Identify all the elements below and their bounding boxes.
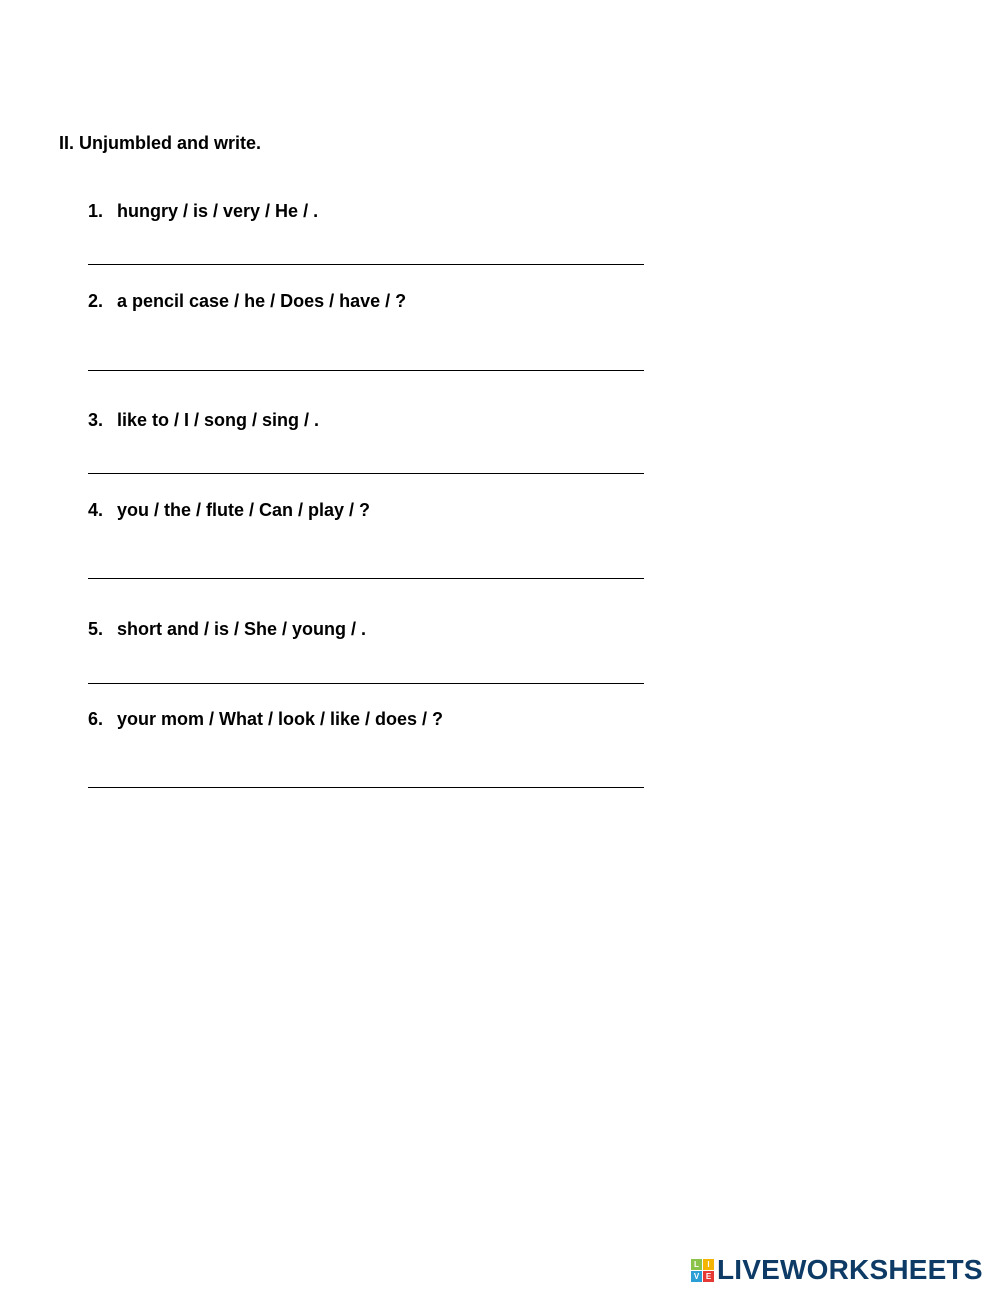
answer-line-1[interactable] [88, 264, 644, 265]
question-prompt: like to / I / song / sing / . [117, 410, 320, 430]
question-prompt: you / the / flute / Can / play / ? [117, 500, 371, 520]
question-number: 2. [88, 291, 104, 311]
logo-mark-letter: I [703, 1259, 714, 1270]
answer-line-4[interactable] [88, 578, 644, 579]
logo-mark-letter: E [703, 1271, 714, 1282]
question-prompt: hungry / is / very / He / . [117, 201, 319, 221]
question-prompt: your mom / What / look / like / does / ? [117, 709, 444, 729]
section-heading: II. Unjumbled and write. [59, 133, 262, 153]
question-3 [88, 409, 319, 431]
answer-line-3[interactable] [88, 473, 644, 474]
logo-mark-letter: L [691, 1259, 702, 1270]
answer-line-2[interactable] [88, 370, 644, 371]
question-number: 5. [88, 619, 104, 639]
question-number: 3. [88, 410, 104, 430]
question-4 [88, 499, 370, 521]
logo-mark-letter: V [691, 1271, 702, 1282]
question-prompt: a pencil case / he / Does / have / ? [117, 291, 407, 311]
question-1 [88, 200, 318, 222]
question-number: 4. [88, 500, 104, 520]
liveworksheets-logo [691, 1255, 983, 1285]
question-prompt: short and / is / She / young / . [117, 619, 367, 639]
answer-line-6[interactable] [88, 787, 644, 788]
question-2 [88, 290, 406, 312]
question-number: 6. [88, 709, 104, 729]
question-number: 1. [88, 201, 104, 221]
logo-text: LIVEWORKSHEETS [717, 1254, 983, 1285]
logo-mark-icon [691, 1259, 714, 1282]
question-6 [88, 708, 443, 730]
answer-line-5[interactable] [88, 683, 644, 684]
question-5 [88, 618, 366, 640]
